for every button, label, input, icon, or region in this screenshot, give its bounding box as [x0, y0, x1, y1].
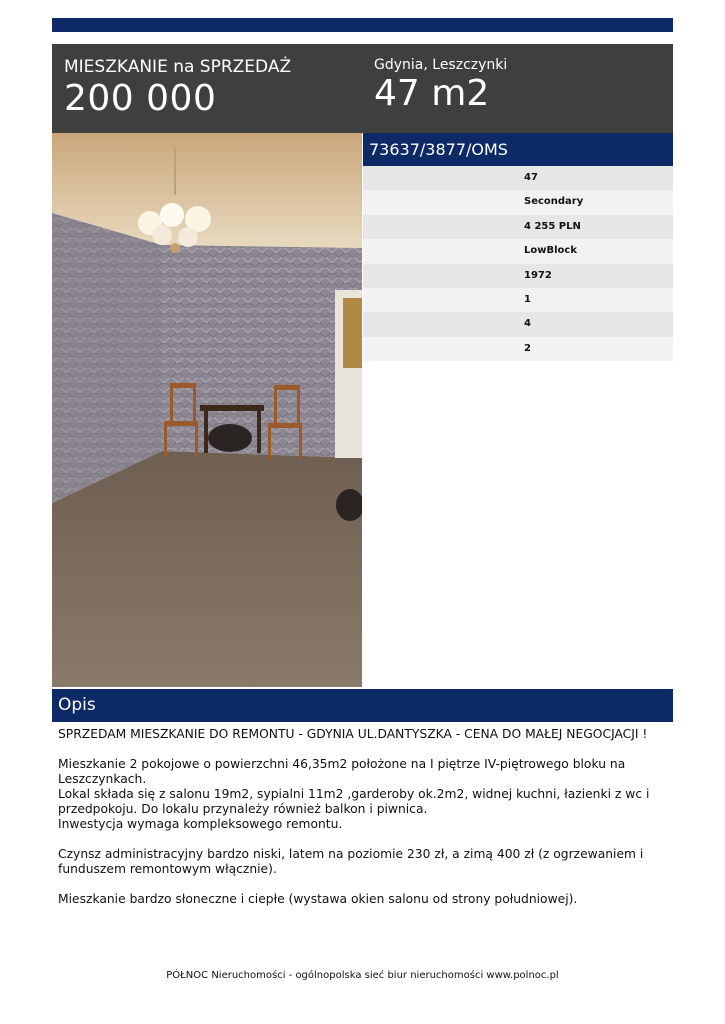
details-row	[363, 337, 673, 361]
price: 200 000	[64, 78, 217, 119]
location: Gdynia, Leszczynki	[374, 57, 508, 73]
offer-type: MIESZKANIE na SPRZEDAŻ	[64, 57, 292, 77]
area: 47 m2	[374, 73, 490, 114]
description-paragraph: Lokal składa się z salonu 19m2, sypialni 11m2 ,garderoby ok.2m2, widnej kuchni, łazienki z wc i przedpokoju. Do lokalu przynależy również balkon i piwnica.	[58, 787, 650, 816]
paragraph-gap	[58, 742, 668, 757]
property-photo	[52, 133, 362, 687]
details-row	[363, 166, 673, 190]
details-table	[363, 166, 673, 361]
reference-number: 73637/3877/OMS	[363, 133, 673, 166]
detail-value: LowBlock	[524, 245, 577, 257]
description-paragraph: Mieszkanie bardzo słoneczne i ciepłe (wystawa okien salonu od strony południowej).	[58, 892, 578, 906]
description-paragraph: Czynsz administracyjny bardzo niski, latem na poziomie 230 zł, a zimą 400 zł (z ogrzewaniem i funduszem remontowym włącznie).	[58, 847, 644, 876]
details-row	[363, 239, 673, 263]
detail-value: Secondary	[524, 196, 584, 208]
footer-text: PÓŁNOC Nieruchomości - ogólnopolska sieć biur nieruchomości www.polnoc.pl	[166, 970, 559, 981]
detail-value: 4 255 PLN	[524, 220, 581, 232]
details-row	[363, 190, 673, 214]
detail-value: 2	[524, 342, 531, 354]
header-right	[374, 56, 507, 114]
paragraph-gap	[58, 832, 668, 847]
detail-value: 4	[524, 318, 531, 330]
details-row	[363, 312, 673, 336]
listing-header	[52, 44, 673, 133]
description-paragraph: Inwestycja wymaga kompleksowego remontu.	[58, 817, 343, 831]
detail-value: 1972	[524, 269, 552, 281]
top-accent-bar	[52, 18, 673, 32]
description-heading: Opis	[52, 689, 673, 722]
description-paragraph: Mieszkanie 2 pokojowe o powierzchni 46,35m2 położone na I piętrze IV-piętrowego bloku na Leszczynkach.	[58, 757, 626, 786]
header-left	[64, 56, 291, 119]
details-row	[363, 215, 673, 239]
paragraph-gap	[58, 877, 668, 892]
description-text	[58, 727, 668, 907]
detail-value: 1	[524, 293, 531, 305]
details-row	[363, 264, 673, 288]
details-row	[363, 288, 673, 312]
description-paragraph: SPRZEDAM MIESZKANIE DO REMONTU - GDYNIA UL.DANTYSZKA - CENA DO MAŁEJ NEGOCJACJI !	[58, 727, 648, 741]
detail-value: 47	[524, 172, 538, 183]
